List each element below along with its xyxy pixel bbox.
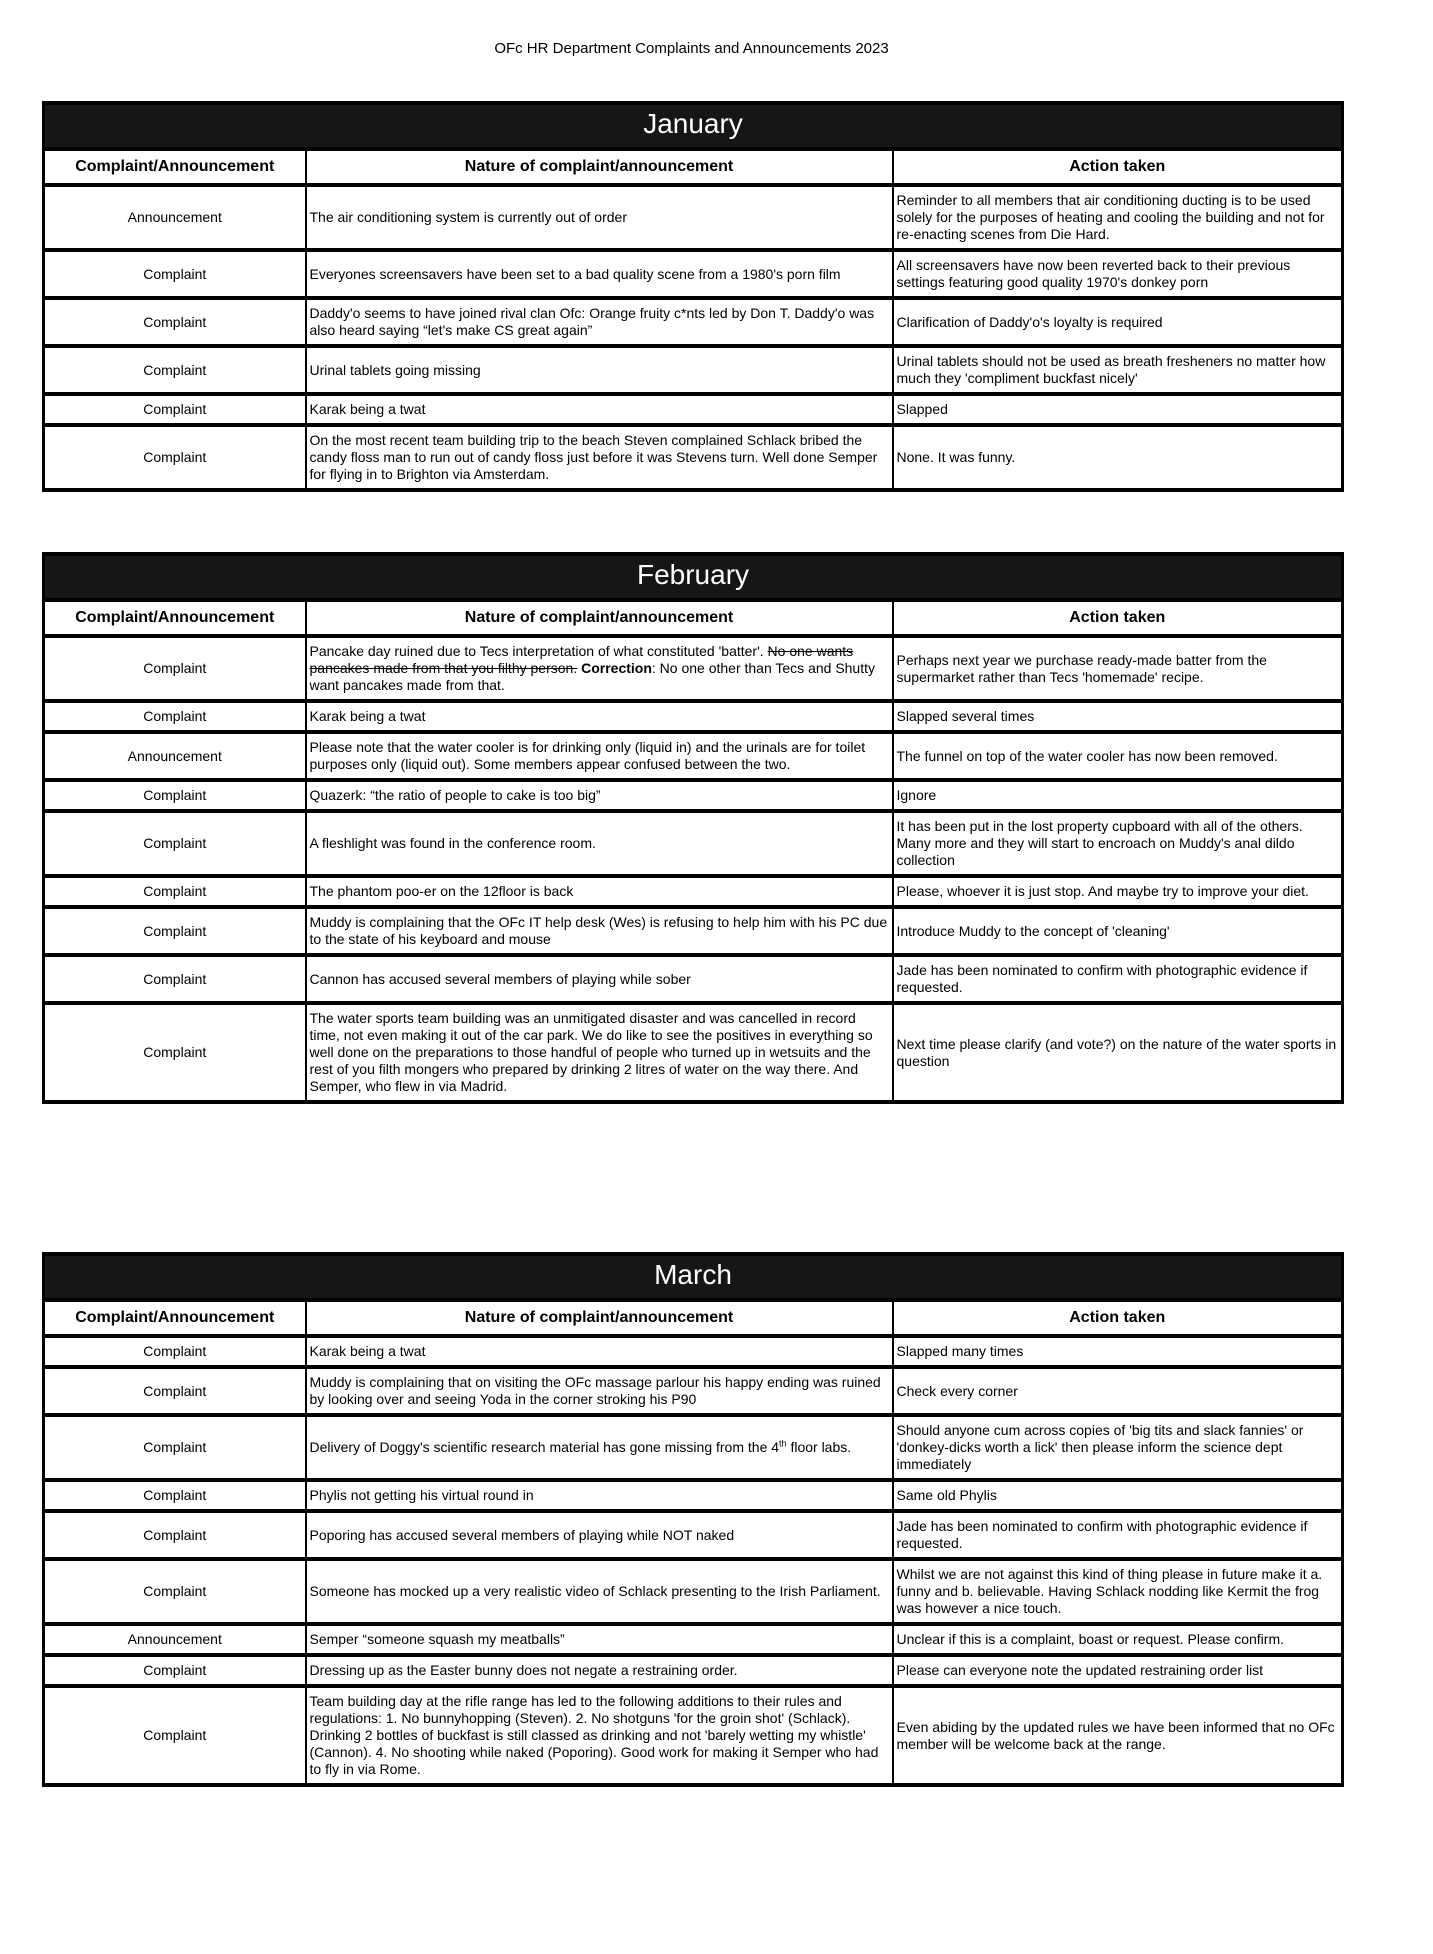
action-cell: Same old Phylis (893, 1480, 1343, 1511)
col-header-action: Action taken (893, 1300, 1343, 1336)
nature-cell: Phylis not getting his virtual round in (306, 1480, 893, 1511)
table-row (44, 1336, 1343, 1367)
table-row (44, 346, 1343, 394)
type-cell: Complaint (44, 955, 306, 1003)
action-cell: All screensavers have now been reverted back to their previous settings featuring good quality 1970's donkey porn (893, 250, 1343, 298)
action-cell: Please, whoever it is just stop. And maybe try to improve your diet. (893, 876, 1343, 907)
table-row (44, 394, 1343, 425)
nature-text-segment: Pancake day ruined due to Tecs interpretation of what constituted 'batter'. (309, 643, 768, 659)
table-row (44, 780, 1343, 811)
type-cell: Complaint (44, 1336, 306, 1367)
nature-cell: Everyones screensavers have been set to a bad quality scene from a 1980's porn film (306, 250, 893, 298)
nature-text-segment: Delivery of Doggy's scientific research material has gone missing from the 4 (309, 1439, 780, 1455)
nature-cell: Dressing up as the Easter bunny does not negate a restraining order. (306, 1655, 893, 1686)
table-row (44, 1686, 1343, 1785)
col-header-type: Complaint/Announcement (44, 149, 306, 185)
nature-cell: Muddy is complaining that on visiting the OFc massage parlour his happy ending was ruined by looking over and seeing Yoda in the corner stroking his P90 (306, 1367, 893, 1415)
action-cell: Introduce Muddy to the concept of 'cleaning' (893, 907, 1343, 955)
action-cell: Jade has been nominated to confirm with photographic evidence if requested. (893, 955, 1343, 1003)
nature-cell: Please note that the water cooler is for drinking only (liquid in) and the urinals are for toilet purposes only (liquid out). Some members appear confused between the two. (306, 732, 893, 780)
type-cell: Complaint (44, 907, 306, 955)
action-cell: Next time please clarify (and vote?) on the nature of the water sports in question (893, 1003, 1343, 1102)
month-header-row (44, 103, 1343, 149)
nature-cell: Quazerk: “the ratio of people to cake is too big” (306, 780, 893, 811)
table-row (44, 876, 1343, 907)
action-cell: Clarification of Daddy'o's loyalty is required (893, 298, 1343, 346)
table-row (44, 298, 1343, 346)
type-cell: Complaint (44, 1655, 306, 1686)
table-row (44, 1624, 1343, 1655)
nature-cell (306, 636, 893, 701)
type-cell: Complaint (44, 636, 306, 701)
nature-text-segment: : No one other than Tecs and Shutty want pancakes made from that. (309, 660, 876, 693)
type-cell: Announcement (44, 185, 306, 250)
month-table-january (42, 101, 1344, 492)
action-cell: Whilst we are not against this kind of thing please in future make it a. funny and b. believable. Having Schlack nodding like Kermit the frog was however a nice touch. (893, 1559, 1343, 1624)
action-cell: Slapped many times (893, 1336, 1343, 1367)
col-header-nature: Nature of complaint/announcement (306, 600, 893, 636)
action-cell: Jade has been nominated to confirm with photographic evidence if requested. (893, 1511, 1343, 1559)
type-cell: Complaint (44, 1686, 306, 1785)
type-cell: Complaint (44, 1003, 306, 1102)
table-row (44, 1367, 1343, 1415)
table-row (44, 732, 1343, 780)
type-cell: Announcement (44, 1624, 306, 1655)
table-row (44, 1559, 1343, 1624)
type-cell: Complaint (44, 394, 306, 425)
month-header-march: March (44, 1254, 1343, 1300)
page-title: OFc HR Department Complaints and Announcements 2023 (494, 40, 889, 57)
type-cell: Complaint (44, 701, 306, 732)
nature-cell: Karak being a twat (306, 1336, 893, 1367)
table-row (44, 425, 1343, 490)
action-cell: Perhaps next year we purchase ready-made batter from the supermarket rather than Tecs 'homemade' recipe. (893, 636, 1343, 701)
table-row (44, 701, 1343, 732)
month-header-row (44, 1254, 1343, 1300)
action-cell: Unclear if this is a complaint, boast or request. Please confirm. (893, 1624, 1343, 1655)
nature-cell: Cannon has accused several members of playing while sober (306, 955, 893, 1003)
table-row (44, 811, 1343, 876)
type-cell: Complaint (44, 346, 306, 394)
nature-cell: Someone has mocked up a very realistic video of Schlack presenting to the Irish Parliament. (306, 1559, 893, 1624)
nature-cell: Daddy'o seems to have joined rival clan Ofc: Orange fruity c*nts led by Don T. Daddy'o was also heard saying “let's make CS great again” (306, 298, 893, 346)
nature-cell: Semper “someone squash my meatballs” (306, 1624, 893, 1655)
strikethrough-text: No one wants pancakes made from that you filthy person. (309, 643, 854, 676)
type-cell: Complaint (44, 250, 306, 298)
nature-cell (306, 1415, 893, 1480)
col-header-type: Complaint/Announcement (44, 1300, 306, 1336)
type-cell: Complaint (44, 1415, 306, 1480)
type-cell: Complaint (44, 1480, 306, 1511)
type-cell: Complaint (44, 780, 306, 811)
nature-cell: Urinal tablets going missing (306, 346, 893, 394)
table-row (44, 955, 1343, 1003)
table-row (44, 1003, 1343, 1102)
col-header-type: Complaint/Announcement (44, 600, 306, 636)
type-cell: Complaint (44, 1559, 306, 1624)
action-cell: None. It was funny. (893, 425, 1343, 490)
nature-cell: Karak being a twat (306, 394, 893, 425)
table-row (44, 1511, 1343, 1559)
action-cell: Check every corner (893, 1367, 1343, 1415)
table-row (44, 1655, 1343, 1686)
type-cell: Complaint (44, 1511, 306, 1559)
month-header-january: January (44, 103, 1343, 149)
col-header-nature: Nature of complaint/announcement (306, 149, 893, 185)
action-cell: Urinal tablets should not be used as breath fresheners no matter how much they 'compliment buckfast nicely' (893, 346, 1343, 394)
table-row (44, 636, 1343, 701)
action-cell: Should anyone cum across copies of 'big tits and slack fannies' or 'donkey-dicks worth a lick' then please inform the science dept immediately (893, 1415, 1343, 1480)
action-cell: Even abiding by the updated rules we have been informed that no OFc member will be welcome back at the range. (893, 1686, 1343, 1785)
col-header-nature: Nature of complaint/announcement (306, 1300, 893, 1336)
type-cell: Complaint (44, 876, 306, 907)
table-row (44, 907, 1343, 955)
column-header-row (44, 1300, 1343, 1336)
table-row (44, 250, 1343, 298)
nature-cell: The phantom poo-er on the 12floor is back (306, 876, 893, 907)
nature-cell: The air conditioning system is currently out of order (306, 185, 893, 250)
month-table-march (42, 1252, 1344, 1787)
type-cell: Complaint (44, 298, 306, 346)
nature-cell: The water sports team building was an unmitigated disaster and was cancelled in record time, not even making it out of the car park. We do like to see the positives in everything so well done on the preparations to those handful of people who turned up in wetsuits and the rest of you filth mongers who prepared by drinking 2 litres of water on the way there. And Semper, who flew in via Madrid. (306, 1003, 893, 1102)
nature-cell: Muddy is complaining that the OFc IT help desk (Wes) is refusing to help him with his PC due to the state of his keyboard and mouse (306, 907, 893, 955)
action-cell: Slapped (893, 394, 1343, 425)
month-table-february (42, 552, 1344, 1104)
action-cell: Ignore (893, 780, 1343, 811)
column-header-row (44, 149, 1343, 185)
action-cell: Slapped several times (893, 701, 1343, 732)
action-cell: It has been put in the lost property cupboard with all of the others. Many more and they will start to encroach on Muddy's anal dildo collection (893, 811, 1343, 876)
table-row (44, 185, 1343, 250)
month-header-row (44, 554, 1343, 600)
table-row (44, 1415, 1343, 1480)
superscript-th: th (779, 1438, 787, 1449)
col-header-action: Action taken (893, 600, 1343, 636)
type-cell: Announcement (44, 732, 306, 780)
action-cell: The funnel on top of the water cooler has now been removed. (893, 732, 1343, 780)
nature-cell: A fleshlight was found in the conference room. (306, 811, 893, 876)
col-header-action: Action taken (893, 149, 1343, 185)
type-cell: Complaint (44, 1367, 306, 1415)
nature-text-segment: floor labs. (786, 1439, 852, 1455)
type-cell: Complaint (44, 425, 306, 490)
correction-bold-text: Correction (581, 660, 652, 676)
nature-cell: Karak being a twat (306, 701, 893, 732)
table-row (44, 1480, 1343, 1511)
action-cell: Reminder to all members that air conditioning ducting is to be used solely for the purposes of heating and cooling the building and not for re-enacting scenes from Die Hard. (893, 185, 1343, 250)
type-cell: Complaint (44, 811, 306, 876)
nature-cell: Poporing has accused several members of playing while NOT naked (306, 1511, 893, 1559)
nature-cell: Team building day at the rifle range has led to the following additions to their rules and regulations: 1. No bunnyhopping (Steven). 2. No shotguns 'for the groin shot' (Schlack). Drinking 2 bottles of buckfast is still classed as drinking and not 'barely wetting my whistle' (Cannon). 4. No shooting while naked (Poporing). Good work for making it Semper who had to fly in via Rome. (306, 1686, 893, 1785)
nature-cell: On the most recent team building trip to the beach Steven complained Schlack bribed the candy floss man to run out of candy floss just before it was Stevens turn. Well done Semper for flying in to Brighton via Amsterdam. (306, 425, 893, 490)
column-header-row (44, 600, 1343, 636)
action-cell: Please can everyone note the updated restraining order list (893, 1655, 1343, 1686)
month-header-february: February (44, 554, 1343, 600)
